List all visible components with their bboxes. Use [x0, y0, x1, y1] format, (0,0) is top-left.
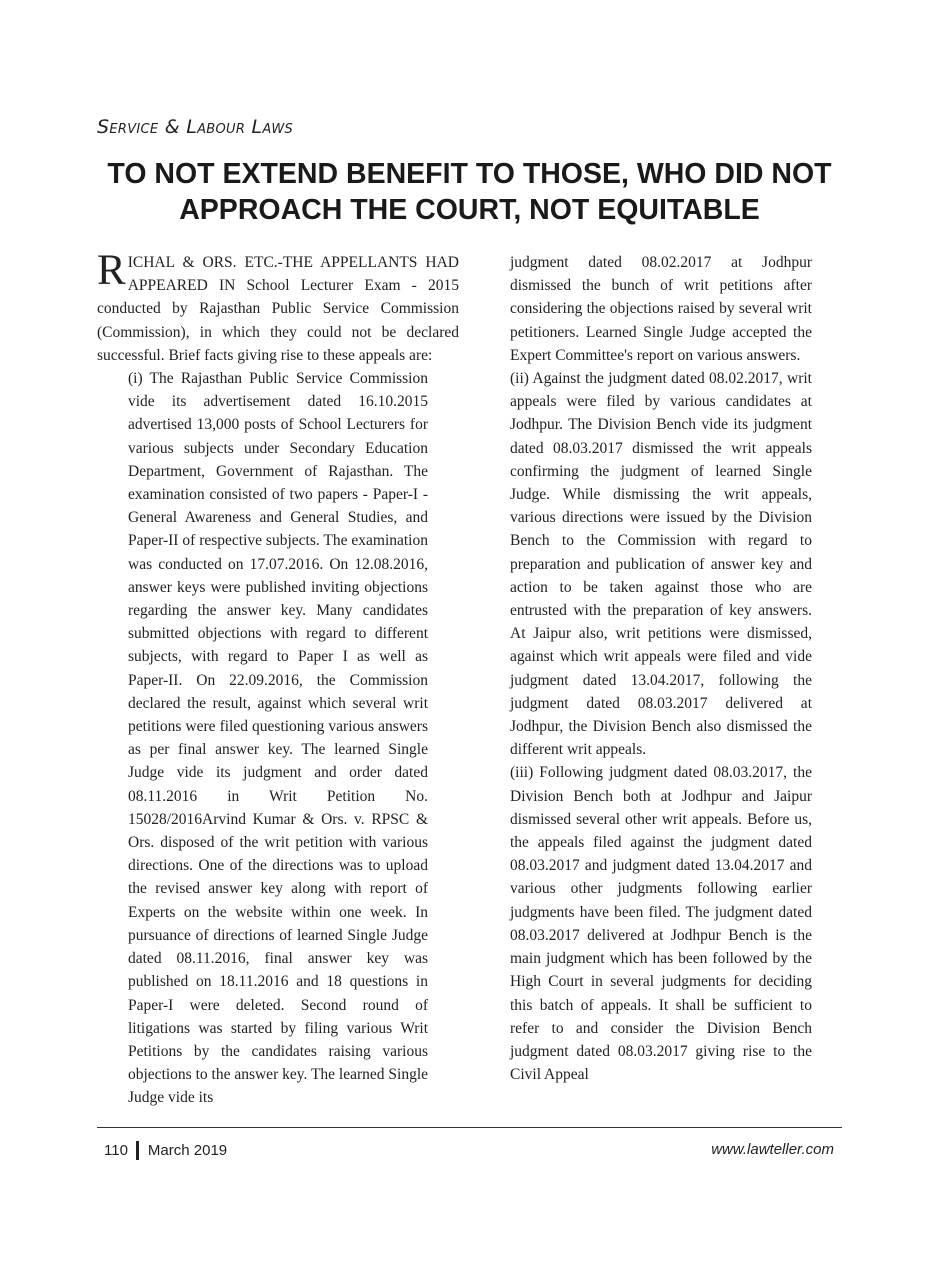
- issue-date: March 2019: [147, 1142, 228, 1159]
- paragraph-i: (i) The Rajasthan Public Service Commission vide its advertisement dated 16.10.2015 advertised 13,000 posts of School Lecturers for various subjects under Secondary Education Department, Government of Rajasthan. The examination consisted of two papers - Paper-I - General Awareness and General Studies, and Paper-II of respective subjects. The examination was conducted on 17.07.2016. On 12.08.2016, answer keys were published inviting objections regarding the answer key. Many candidates submitted objections with regard to different subjects, with regard to Paper I as well as Paper-II. On 22.09.2016, the Commission declared the result, against which several writ petitions were filed questioning various answers as per final answer key. The learned Single Judge vide its judgment and order dated 08.11.2016 in Writ Petition No. 15028/2016Arvind Kumar & Ors. v. RPSC & Ors. disposed of the writ petition with various directions. One of the directions was to upload the revised answer key along with report of Experts on the website within one week. In pursuance of directions of learned Single Judge dated 08.11.2016, final answer key was published on 18.11.2016 and 18 questions in Paper-I were deleted. Second round of litigations was started by filing various Writ Petitions by the candidates raising various objections to the answer key. The learned Single Judge vide its: [128, 370, 429, 1107]
- page-number: 110: [104, 1142, 128, 1159]
- left-column: [97, 247, 459, 1110]
- footer-rule: [97, 1127, 842, 1128]
- lead-text: ICHAL & ORS. ETC.-THE APPELLANTS HAD APPEARED IN School Lecturer Exam - 2015 conducted by Rajasthan Public Service Commission (Commission), in which they could not be declared successful. Brief facts giving rise to these appeals are:: [97, 254, 459, 364]
- footer-left: [104, 1141, 227, 1160]
- right-column: [510, 251, 812, 1086]
- article-title: TO NOT EXTEND BENEFIT TO THOSE, WHO DID NOT APPROACH THE COURT, NOT EQUITABLE: [107, 158, 832, 226]
- website-link[interactable]: www.lawteller.com: [711, 1141, 834, 1158]
- paragraph-i-continued: judgment dated 08.02.2017 at Jodhpur dismissed the bunch of writ petitions after considering the objections raised by several writ petitioners. Learned Single Judge accepted the Expert Committee's report on various answers.: [510, 254, 812, 364]
- paragraph-ii: (ii) Against the judgment dated 08.02.2017, writ appeals were filed by various candidates at Jodhpur. The Division Bench vide its judgment dated 08.03.2017 dismissed the writ appeals confirming the judgment of learned Single Judge. While dismissing the writ appeals, various directions were issued by the Division Bench to the Commission with regard to preparation and publication of answer key and action to be taken against those who are entrusted with the preparation of key answers. At Jaipur also, writ petitions were dismissed, against which writ appeals were filed and vide judgment dated 13.04.2017, following the judgment dated 08.03.2017 delivered at Jodhpur, the Division Bench also dismissed the different writ appeals.: [510, 370, 812, 759]
- drop-cap: R: [97, 247, 126, 294]
- lead-paragraph: [97, 247, 459, 367]
- footer-divider: [136, 1141, 139, 1160]
- paragraph-iii: (iii) Following judgment dated 08.03.2017, the Division Bench both at Jodhpur and Jaipur dismissed several other writ appeals. Before us, the appeals filed against the judgment dated 08.03.2017 and judgment dated 13.04.2017 and various other judgments following earlier judgments have been filed. The judgment dated 08.03.2017 delivered at Jodhpur Bench is the main judgment which has been followed by the High Court in several judgments for deciding this batch of appeals. It shall be sufficient to refer to and consider the Division Bench judgment dated 08.03.2017 giving rise to the Civil Appeal: [510, 764, 812, 1084]
- section-heading: Service & Labour Laws: [97, 116, 294, 138]
